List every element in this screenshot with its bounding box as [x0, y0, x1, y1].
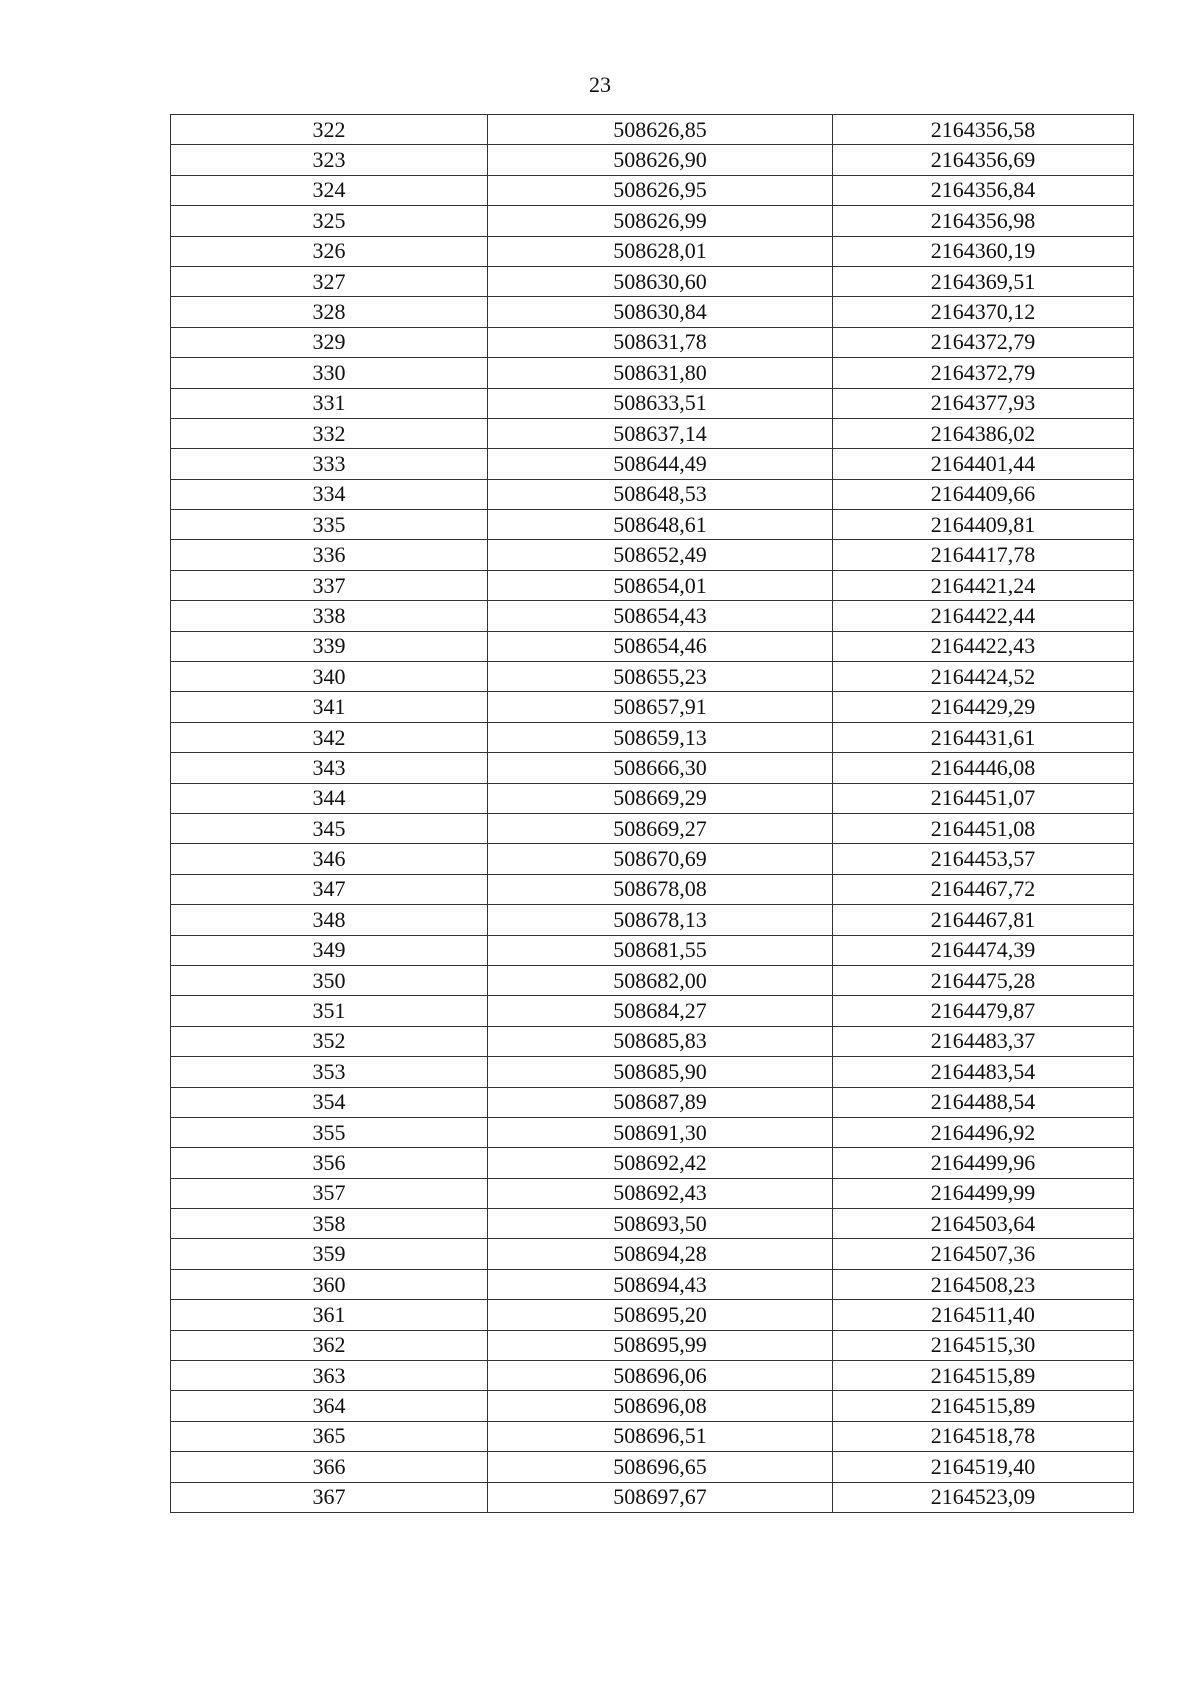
- table-row: [171, 145, 1134, 175]
- x-coordinate-cell: 508626,90: [488, 145, 833, 175]
- point-number-cell: 355: [171, 1117, 488, 1147]
- x-coordinate-cell: 508626,85: [488, 115, 833, 145]
- point-number-cell: 351: [171, 996, 488, 1026]
- table-row: [171, 1269, 1134, 1299]
- y-coordinate-cell: 2164431,61: [833, 722, 1134, 752]
- table-row: [171, 905, 1134, 935]
- table-row: [171, 1482, 1134, 1512]
- table-row: [171, 540, 1134, 570]
- table-row: [171, 753, 1134, 783]
- table-row: [171, 1391, 1134, 1421]
- y-coordinate-cell: 2164499,99: [833, 1178, 1134, 1208]
- y-coordinate-cell: 2164507,36: [833, 1239, 1134, 1269]
- point-number-cell: 330: [171, 358, 488, 388]
- y-coordinate-cell: 2164518,78: [833, 1421, 1134, 1451]
- x-coordinate-cell: 508654,01: [488, 570, 833, 600]
- y-coordinate-cell: 2164515,89: [833, 1391, 1134, 1421]
- point-number-cell: 367: [171, 1482, 488, 1512]
- y-coordinate-cell: 2164356,69: [833, 145, 1134, 175]
- point-number-cell: 337: [171, 570, 488, 600]
- table-row: [171, 418, 1134, 448]
- table-row: [171, 175, 1134, 205]
- x-coordinate-cell: 508696,51: [488, 1421, 833, 1451]
- x-coordinate-cell: 508670,69: [488, 844, 833, 874]
- y-coordinate-cell: 2164523,09: [833, 1482, 1134, 1512]
- y-coordinate-cell: 2164446,08: [833, 753, 1134, 783]
- point-number-cell: 345: [171, 813, 488, 843]
- point-number-cell: 353: [171, 1057, 488, 1087]
- point-number-cell: 341: [171, 692, 488, 722]
- table-row: [171, 965, 1134, 995]
- x-coordinate-cell: 508644,49: [488, 449, 833, 479]
- point-number-cell: 364: [171, 1391, 488, 1421]
- table-row: [171, 935, 1134, 965]
- table-row: [171, 1087, 1134, 1117]
- y-coordinate-cell: 2164499,96: [833, 1148, 1134, 1178]
- point-number-cell: 347: [171, 874, 488, 904]
- y-coordinate-cell: 2164429,29: [833, 692, 1134, 722]
- point-number-cell: 335: [171, 510, 488, 540]
- point-number-cell: 365: [171, 1421, 488, 1451]
- table-row: [171, 1148, 1134, 1178]
- y-coordinate-cell: 2164356,84: [833, 175, 1134, 205]
- point-number-cell: 329: [171, 327, 488, 357]
- x-coordinate-cell: 508637,14: [488, 418, 833, 448]
- table-row: [171, 722, 1134, 752]
- table-row: [171, 1452, 1134, 1482]
- x-coordinate-cell: 508631,80: [488, 358, 833, 388]
- y-coordinate-cell: 2164370,12: [833, 297, 1134, 327]
- point-number-cell: 361: [171, 1300, 488, 1330]
- table-row: [171, 206, 1134, 236]
- y-coordinate-cell: 2164475,28: [833, 965, 1134, 995]
- point-number-cell: 363: [171, 1361, 488, 1391]
- point-number-cell: 326: [171, 236, 488, 266]
- x-coordinate-cell: 508666,30: [488, 753, 833, 783]
- table-row: [171, 449, 1134, 479]
- y-coordinate-cell: 2164372,79: [833, 358, 1134, 388]
- table-row: [171, 479, 1134, 509]
- y-coordinate-cell: 2164503,64: [833, 1209, 1134, 1239]
- x-coordinate-cell: 508691,30: [488, 1117, 833, 1147]
- point-number-cell: 356: [171, 1148, 488, 1178]
- point-number-cell: 357: [171, 1178, 488, 1208]
- table-row: [171, 1026, 1134, 1056]
- table-row: [171, 327, 1134, 357]
- point-number-cell: 348: [171, 905, 488, 935]
- x-coordinate-cell: 508696,08: [488, 1391, 833, 1421]
- table-row: [171, 297, 1134, 327]
- y-coordinate-cell: 2164386,02: [833, 418, 1134, 448]
- y-coordinate-cell: 2164401,44: [833, 449, 1134, 479]
- table-row: [171, 1421, 1134, 1451]
- y-coordinate-cell: 2164474,39: [833, 935, 1134, 965]
- point-number-cell: 323: [171, 145, 488, 175]
- point-number-cell: 358: [171, 1209, 488, 1239]
- y-coordinate-cell: 2164519,40: [833, 1452, 1134, 1482]
- y-coordinate-cell: 2164409,66: [833, 479, 1134, 509]
- table-row: [171, 115, 1134, 145]
- table-row: [171, 844, 1134, 874]
- x-coordinate-cell: 508630,60: [488, 266, 833, 296]
- x-coordinate-cell: 508684,27: [488, 996, 833, 1026]
- x-coordinate-cell: 508682,00: [488, 965, 833, 995]
- x-coordinate-cell: 508678,08: [488, 874, 833, 904]
- y-coordinate-cell: 2164422,44: [833, 601, 1134, 631]
- point-number-cell: 342: [171, 722, 488, 752]
- point-number-cell: 333: [171, 449, 488, 479]
- y-coordinate-cell: 2164488,54: [833, 1087, 1134, 1117]
- x-coordinate-cell: 508697,67: [488, 1482, 833, 1512]
- y-coordinate-cell: 2164421,24: [833, 570, 1134, 600]
- point-number-cell: 338: [171, 601, 488, 631]
- x-coordinate-cell: 508685,90: [488, 1057, 833, 1087]
- y-coordinate-cell: 2164483,54: [833, 1057, 1134, 1087]
- table-row: [171, 510, 1134, 540]
- x-coordinate-cell: 508648,53: [488, 479, 833, 509]
- table-row: [171, 266, 1134, 296]
- y-coordinate-cell: 2164508,23: [833, 1269, 1134, 1299]
- y-coordinate-cell: 2164422,43: [833, 631, 1134, 661]
- y-coordinate-cell: 2164356,98: [833, 206, 1134, 236]
- x-coordinate-cell: 508694,43: [488, 1269, 833, 1299]
- x-coordinate-cell: 508669,29: [488, 783, 833, 813]
- table-row: [171, 601, 1134, 631]
- table-row: [171, 358, 1134, 388]
- x-coordinate-cell: 508631,78: [488, 327, 833, 357]
- x-coordinate-cell: 508628,01: [488, 236, 833, 266]
- x-coordinate-cell: 508695,99: [488, 1330, 833, 1360]
- point-number-cell: 331: [171, 388, 488, 418]
- y-coordinate-cell: 2164515,89: [833, 1361, 1134, 1391]
- point-number-cell: 327: [171, 266, 488, 296]
- point-number-cell: 332: [171, 418, 488, 448]
- point-number-cell: 343: [171, 753, 488, 783]
- point-number-cell: 325: [171, 206, 488, 236]
- x-coordinate-cell: 508695,20: [488, 1300, 833, 1330]
- table-row: [171, 996, 1134, 1026]
- x-coordinate-cell: 508669,27: [488, 813, 833, 843]
- x-coordinate-cell: 508693,50: [488, 1209, 833, 1239]
- coordinates-table-body: [171, 115, 1134, 1513]
- x-coordinate-cell: 508685,83: [488, 1026, 833, 1056]
- point-number-cell: 350: [171, 965, 488, 995]
- y-coordinate-cell: 2164467,81: [833, 905, 1134, 935]
- point-number-cell: 322: [171, 115, 488, 145]
- x-coordinate-cell: 508687,89: [488, 1087, 833, 1117]
- table-row: [171, 1057, 1134, 1087]
- y-coordinate-cell: 2164453,57: [833, 844, 1134, 874]
- x-coordinate-cell: 508678,13: [488, 905, 833, 935]
- x-coordinate-cell: 508648,61: [488, 510, 833, 540]
- point-number-cell: 360: [171, 1269, 488, 1299]
- table-row: [171, 692, 1134, 722]
- y-coordinate-cell: 2164409,81: [833, 510, 1134, 540]
- y-coordinate-cell: 2164511,40: [833, 1300, 1134, 1330]
- x-coordinate-cell: 508692,42: [488, 1148, 833, 1178]
- x-coordinate-cell: 508655,23: [488, 662, 833, 692]
- point-number-cell: 359: [171, 1239, 488, 1269]
- point-number-cell: 334: [171, 479, 488, 509]
- y-coordinate-cell: 2164483,37: [833, 1026, 1134, 1056]
- point-number-cell: 354: [171, 1087, 488, 1117]
- y-coordinate-cell: 2164377,93: [833, 388, 1134, 418]
- x-coordinate-cell: 508652,49: [488, 540, 833, 570]
- point-number-cell: 324: [171, 175, 488, 205]
- x-coordinate-cell: 508654,46: [488, 631, 833, 661]
- table-row: [171, 570, 1134, 600]
- table-row: [171, 1361, 1134, 1391]
- x-coordinate-cell: 508681,55: [488, 935, 833, 965]
- y-coordinate-cell: 2164451,07: [833, 783, 1134, 813]
- y-coordinate-cell: 2164360,19: [833, 236, 1134, 266]
- x-coordinate-cell: 508633,51: [488, 388, 833, 418]
- table-row: [171, 662, 1134, 692]
- y-coordinate-cell: 2164467,72: [833, 874, 1134, 904]
- x-coordinate-cell: 508696,65: [488, 1452, 833, 1482]
- x-coordinate-cell: 508630,84: [488, 297, 833, 327]
- x-coordinate-cell: 508692,43: [488, 1178, 833, 1208]
- y-coordinate-cell: 2164451,08: [833, 813, 1134, 843]
- x-coordinate-cell: 508694,28: [488, 1239, 833, 1269]
- table-row: [171, 1330, 1134, 1360]
- y-coordinate-cell: 2164369,51: [833, 266, 1134, 296]
- point-number-cell: 349: [171, 935, 488, 965]
- table-row: [171, 631, 1134, 661]
- y-coordinate-cell: 2164417,78: [833, 540, 1134, 570]
- table-row: [171, 236, 1134, 266]
- x-coordinate-cell: 508657,91: [488, 692, 833, 722]
- x-coordinate-cell: 508696,06: [488, 1361, 833, 1391]
- table-row: [171, 874, 1134, 904]
- y-coordinate-cell: 2164479,87: [833, 996, 1134, 1026]
- coordinates-table: [170, 114, 1134, 1513]
- table-row: [171, 783, 1134, 813]
- point-number-cell: 366: [171, 1452, 488, 1482]
- page-number: 23: [589, 72, 611, 97]
- x-coordinate-cell: 508626,99: [488, 206, 833, 236]
- y-coordinate-cell: 2164515,30: [833, 1330, 1134, 1360]
- point-number-cell: 340: [171, 662, 488, 692]
- point-number-cell: 328: [171, 297, 488, 327]
- y-coordinate-cell: 2164356,58: [833, 115, 1134, 145]
- table-row: [171, 1117, 1134, 1147]
- table-row: [171, 1178, 1134, 1208]
- x-coordinate-cell: 508626,95: [488, 175, 833, 205]
- point-number-cell: 346: [171, 844, 488, 874]
- point-number-cell: 362: [171, 1330, 488, 1360]
- table-row: [171, 1300, 1134, 1330]
- x-coordinate-cell: 508654,43: [488, 601, 833, 631]
- point-number-cell: 352: [171, 1026, 488, 1056]
- table-row: [171, 388, 1134, 418]
- point-number-cell: 336: [171, 540, 488, 570]
- point-number-cell: 339: [171, 631, 488, 661]
- y-coordinate-cell: 2164424,52: [833, 662, 1134, 692]
- table-row: [171, 813, 1134, 843]
- y-coordinate-cell: 2164496,92: [833, 1117, 1134, 1147]
- point-number-cell: 344: [171, 783, 488, 813]
- x-coordinate-cell: 508659,13: [488, 722, 833, 752]
- table-row: [171, 1209, 1134, 1239]
- table-row: [171, 1239, 1134, 1269]
- y-coordinate-cell: 2164372,79: [833, 327, 1134, 357]
